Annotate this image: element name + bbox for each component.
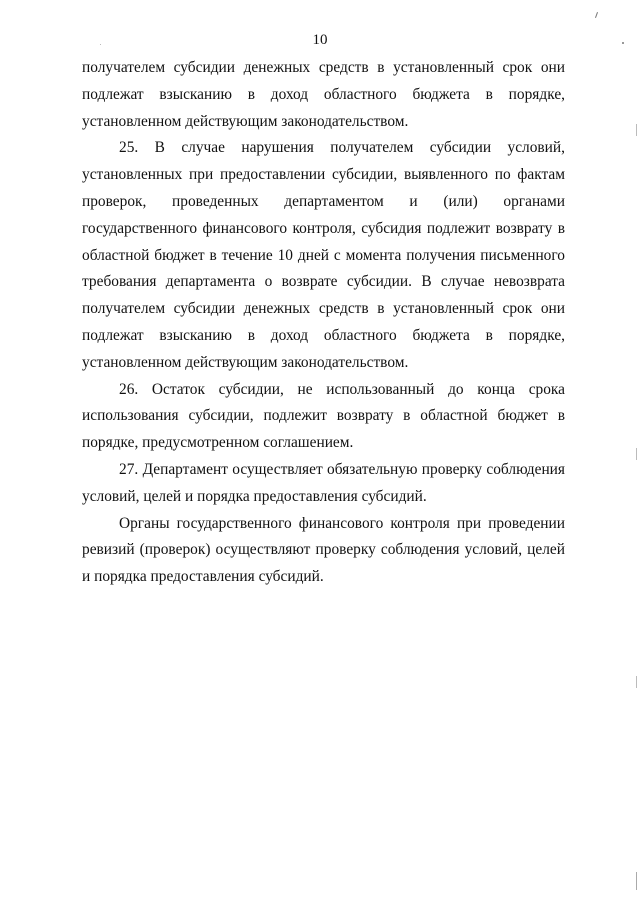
paragraph-item-27: 27. Департамент осуществляет обязательную проверку соблюдения условий, целей и порядка предоставления субсидий. [82,460,565,505]
scan-artifact [636,676,637,688]
scan-artifact [636,124,637,136]
document-body [82,55,565,591]
paragraph-item-27-continuation: Органы государственного финансового контроля при проведении ревизий (проверок) осуществляют проверку соблюдения условий, целей и порядка предоставления субсидий. [82,514,565,586]
scan-artifact [595,12,598,18]
scan-artifact [636,448,637,460]
paragraph-continuation: получателем субсидии денежных средств в установленный срок они подлежат взысканию в доход областного бюджета в порядке, установленном действующим законодательством. [82,59,565,130]
scan-artifact [636,872,637,890]
paragraph-item-25: 25. В случае нарушения получателем субсидии условий, установленных при предоставлении субсидии, выявленного по фактам проверок, проведенных департаментом и (или) органами государственного финансового контроля, субсидия подлежит возврату в областной бюджет в течение 10 дней с момента получения письменного требования департамента о возврате субсидии. В случае невозврата получателем субсидии денежных средств в установленный срок они подлежат взысканию в доход областного бюджета в порядке, установленном действующим законодательством. [82,139,565,371]
paragraph-item-26: 26. Остаток субсидии, не использованный до конца срока использования субсидии, подлежит возврату в областной бюджет в порядке, предусмотренном соглашением. [82,380,565,452]
page-number: 10 [312,32,328,48]
